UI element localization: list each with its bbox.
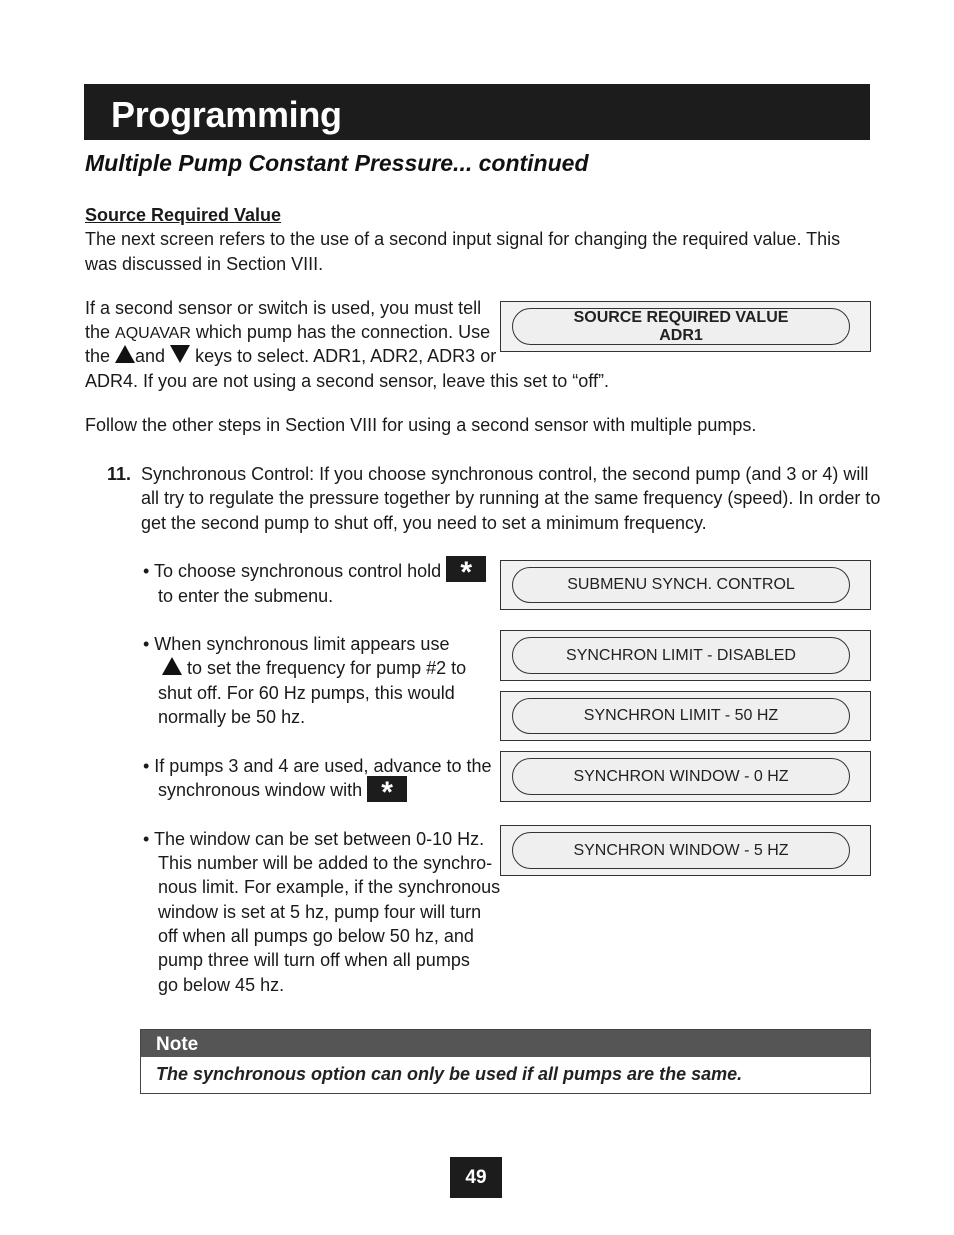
bullet-4-line-6: pump three will turn off when all pumps	[158, 950, 470, 970]
bullet-2-line-1: • When synchronous limit appears use	[143, 634, 450, 654]
bullet-4-line-7: go below 45 hz.	[158, 975, 285, 995]
down-arrow-icon	[170, 345, 190, 363]
display-pill	[512, 308, 850, 345]
display-synchron-window-5	[500, 825, 871, 876]
asterisk-key-icon: *	[446, 556, 486, 582]
bullet-3-line-1: • If pumps 3 and 4 are used, advance to the	[143, 756, 492, 776]
item-11-line-2: all try to regulate the pressure together by running at the same frequency (speed). In order to	[141, 488, 881, 508]
bullet-4-line-2: This number will be added to the synchro-	[158, 853, 493, 873]
paragraph-2-line-3	[85, 344, 496, 369]
bullet-4-line-1: • The window can be set between 0-10 Hz.	[143, 829, 485, 849]
text-span: to set the frequency for pump #2 to	[182, 658, 467, 678]
section-paragraph-3: Follow the other steps in Section VIII for using a second sensor with multiple pumps.	[85, 415, 757, 435]
display-synchron-window-0	[500, 751, 871, 802]
paragraph-2-line-1: If a second sensor or switch is used, you must tell	[85, 298, 482, 318]
bullet-2-line-4: normally be 50 hz.	[158, 707, 306, 727]
up-arrow-icon	[115, 345, 135, 363]
item-number: 11.	[107, 464, 132, 484]
display-pill: SYNCHRON LIMIT - DISABLED	[512, 637, 850, 674]
display-pill: SYNCHRON WINDOW - 5 HZ	[512, 832, 850, 869]
text-span: synchronous window with	[158, 780, 363, 800]
item-11-line-1: Synchronous Control: If you choose synchronous control, the second pump (and 3 or 4) will	[141, 464, 869, 484]
page-title: Programming	[111, 94, 342, 135]
text-span: the	[85, 346, 116, 366]
section-paragraph-1: The next screen refers to the use of a second input signal for changing the required value. This was discussed in Section VIII.	[85, 229, 841, 274]
up-arrow-icon	[162, 657, 182, 675]
display-synchron-limit-50	[500, 691, 871, 741]
text-span: which pump has the connection. Use	[190, 322, 491, 342]
note-heading: Note	[141, 1030, 870, 1057]
bullet-2-line-3: shut off. For 60 Hz pumps, this would	[158, 683, 455, 703]
bullet-1-line-2: to enter the submenu.	[158, 586, 334, 606]
page-number: 49	[450, 1157, 502, 1198]
display-source-required-value	[500, 301, 871, 352]
bullet-1-line-1	[143, 556, 486, 590]
paragraph-2-line-4: ADR4. If you are not using a second sensor, leave this set to “off”.	[85, 371, 609, 391]
text-span: • To choose synchronous control hold	[143, 561, 442, 581]
title-bar	[84, 84, 870, 140]
section-heading: Source Required Value	[85, 205, 282, 225]
display-synchron-limit-disabled	[500, 630, 871, 681]
bullet-3-line-2	[158, 776, 407, 810]
display-line-1: SOURCE REQUIRED VALUE	[573, 308, 789, 326]
bullet-4-line-5: off when all pumps go below 50 hz, and	[158, 926, 474, 946]
text-span: the	[85, 322, 116, 342]
section-subtitle: Multiple Pump Constant Pressure... continued	[85, 150, 589, 176]
bullet-2-line-2	[162, 656, 466, 681]
display-pill: SUBMENU SYNCH. CONTROL	[512, 567, 850, 603]
asterisk-key-icon: *	[367, 776, 407, 802]
display-pill: SYNCHRON LIMIT - 50 HZ	[512, 698, 850, 734]
text-span: keys to select. ADR1, ADR2, ADR3 or	[190, 346, 497, 366]
note-text: The synchronous option can only be used if all pumps are the same.	[156, 1064, 743, 1084]
brand-name: AQUAVAR	[115, 325, 191, 342]
display-line-2: ADR1	[659, 326, 703, 344]
paragraph-2-line-2	[85, 320, 490, 347]
display-submenu-synch-control	[500, 560, 871, 610]
note-box	[140, 1029, 871, 1094]
text-span: and	[135, 346, 171, 366]
item-11-line-3: get the second pump to shut off, you need to set a minimum frequency.	[141, 513, 707, 533]
bullet-4-line-3: nous limit. For example, if the synchronous	[158, 877, 501, 897]
bullet-4-line-4: window is set at 5 hz, pump four will turn	[158, 902, 482, 922]
display-pill: SYNCHRON WINDOW - 0 HZ	[512, 758, 850, 795]
